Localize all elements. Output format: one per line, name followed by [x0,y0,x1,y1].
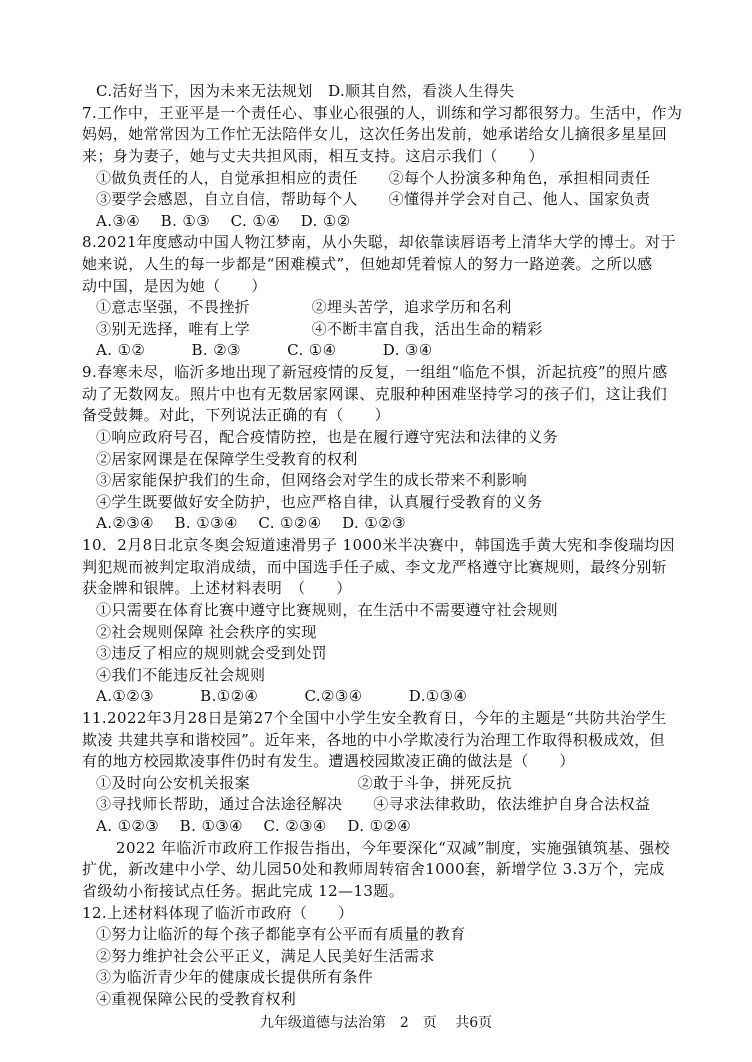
q7-stem-3: 来；身为妻子，她与丈夫共担风雨，相互支持。这启示我们（ ） [82,146,545,165]
q11-item-3-4: ③寻找师长帮助，通过合法途径解决 ④寻求法律救助，依法维护自身合法权益 [96,795,651,814]
q10-item-3: ③违反了相应的规则就会受到处罚 [96,644,328,663]
q12-stem: 12.上述材料体现了临沂市政府（ ） [82,903,354,922]
q10-item-2: ②社会规则保障 社会秩序的实现 [96,622,317,641]
q10-options: A.①②③ B.①②④ C.②③④ D.①③④ [96,687,468,706]
q11-stem-1: 11.2022年3月28日是第27个全国中小学生安全教育日，今年的主题是“共防共治学生 [82,709,667,727]
material-para-1: 2022 年临沂市政府工作报告指出，今年要深化“双减”制度，实施强镇筑基、强校 [116,838,670,857]
q8-item-3-4: ③别无选择，唯有上学 ④不断丰富自我，活出生命的精彩 [96,319,543,338]
q8-stem-1: 8.2021年度感动中国人物江梦南，从小失聪，却依靠读唇语考上清华大学的博士。对于 [82,233,676,252]
q10-stem-2: 判犯规而被判定取消成绩，而中国选手任子威、李文龙严格遵守比赛规则，最终分别斩 [82,557,668,576]
q9-item-4: ④学生既要做好安全防护，也应严格自律，认真履行受教育的义务 [96,492,543,511]
q8-options: A. ①② B. ②③ C. ①④ D. ③④ [96,341,433,360]
q9-item-3: ③居家能保护我们的生命，但网络会对学生的成长带来不利影响 [96,471,528,490]
q12-item-1: ①努力让临沂的每个孩子都能享有公平而有质量的教育 [96,925,466,944]
material-para-3: 省级幼小衔接试点任务。据此完成 12—13题。 [82,881,405,900]
q10-stem-1: 10．2月8日北京冬奥会短道速滑男子 1000米半决赛中，韩国选手黄大宪和李俊瑞均因 [82,536,675,554]
q12-item-2: ②努力维护社会公平正义，满足人民美好生活需求 [96,946,435,965]
q6-options-cd: C.活好当下，因为未来无法规划 D.顺其自然，看淡人生得失 [96,82,515,100]
q7-options: A.③④ B. ①③ C. ①④ D. ①② [96,211,351,230]
page-footer: 九年级道德与法治第 2 页 共6页 [259,1015,493,1031]
q7-item-3-4: ③要学会感恩，自立自信，帮助每个人 ④懂得并学会对自己、他人、国家负责 [96,190,651,209]
q8-stem-3: 动中国，是因为她（ ） [82,276,267,295]
q10-item-1: ①只需要在体育比赛中遵守比赛规则，在生活中不需要遵守社会规则 [96,600,559,619]
q9-options: A.②③④ B. ①③④ C. ①②④ D. ①②③ [96,514,406,533]
material-para-2: 扩优，新改建中小学、幼儿园50处和教师周转宿舍1000套，新增学位 3.3万个，完成 [82,860,665,879]
q10-item-4: ④我们不能违反社会规则 [96,665,266,684]
q9-stem-2: 动了无数网友。照片中也有无数居家网课、克服种种困难坚持学习的孩子们，这让我们 [82,384,668,403]
q11-stem-3: 有的地方校园欺凌事件仍时有发生。遭遇校园欺凌正确的做法是（ ） [82,752,575,771]
q12-item-4: ④重视保障公民的受教育权利 [96,990,297,1008]
q8-item-1-2: ①意志坚强，不畏挫折 ②埋头苦学，追求学历和名利 [96,298,512,317]
q9-item-1: ①响应政府号召，配合疫情防控，也是在履行遵守宪法和法律的义务 [96,427,559,446]
q9-stem-1: 9.春寒未尽，临沂多地出现了新冠疫情的反复，一组组“临危不惧，沂起抗疫”的照片感 [82,363,668,381]
q10-stem-3: 获金牌和银牌。上述材料表明 （ ） [82,579,352,598]
q11-item-1-2: ①及时向公安机关报案 ②敢于斗争，拼死反抗 [96,773,512,792]
q7-stem-1: 7.工作中，王亚平是一个责任心、事业心很强的人，训练和学习都很努力。生活中，作为 [82,103,683,122]
q9-stem-3: 备受鼓舞。对此，下列说法正确的有（ ） [82,406,391,425]
q7-item-1-2: ①做负责任的人，自觉承担相应的责任 ②每个人扮演多种角色，承担相同责任 [96,168,651,187]
q9-item-2: ②居家网课是在保障学生受教育的权利 [96,449,358,468]
q11-stem-2: 欺凌 共建共享和谐校园”。近年来，各地的中小学欺凌行为治理工作取得积极成效，但 [82,730,666,749]
q7-stem-2: 妈妈，她常常因为工作忙无法陪伴女儿，这次任务出发前，她承诺给女儿摘很多星星回 [82,125,668,144]
q12-item-3: ③为临沂青少年的健康成长提供所有条件 [96,968,374,987]
q8-stem-2: 她来说，人生的每一步都是“困难模式”，但她却凭着惊人的努力一路逆袭。之所以感 [82,255,653,273]
q11-options: A. ①②③ B. ①③④ C. ②③④ D. ①②④ [96,817,412,835]
